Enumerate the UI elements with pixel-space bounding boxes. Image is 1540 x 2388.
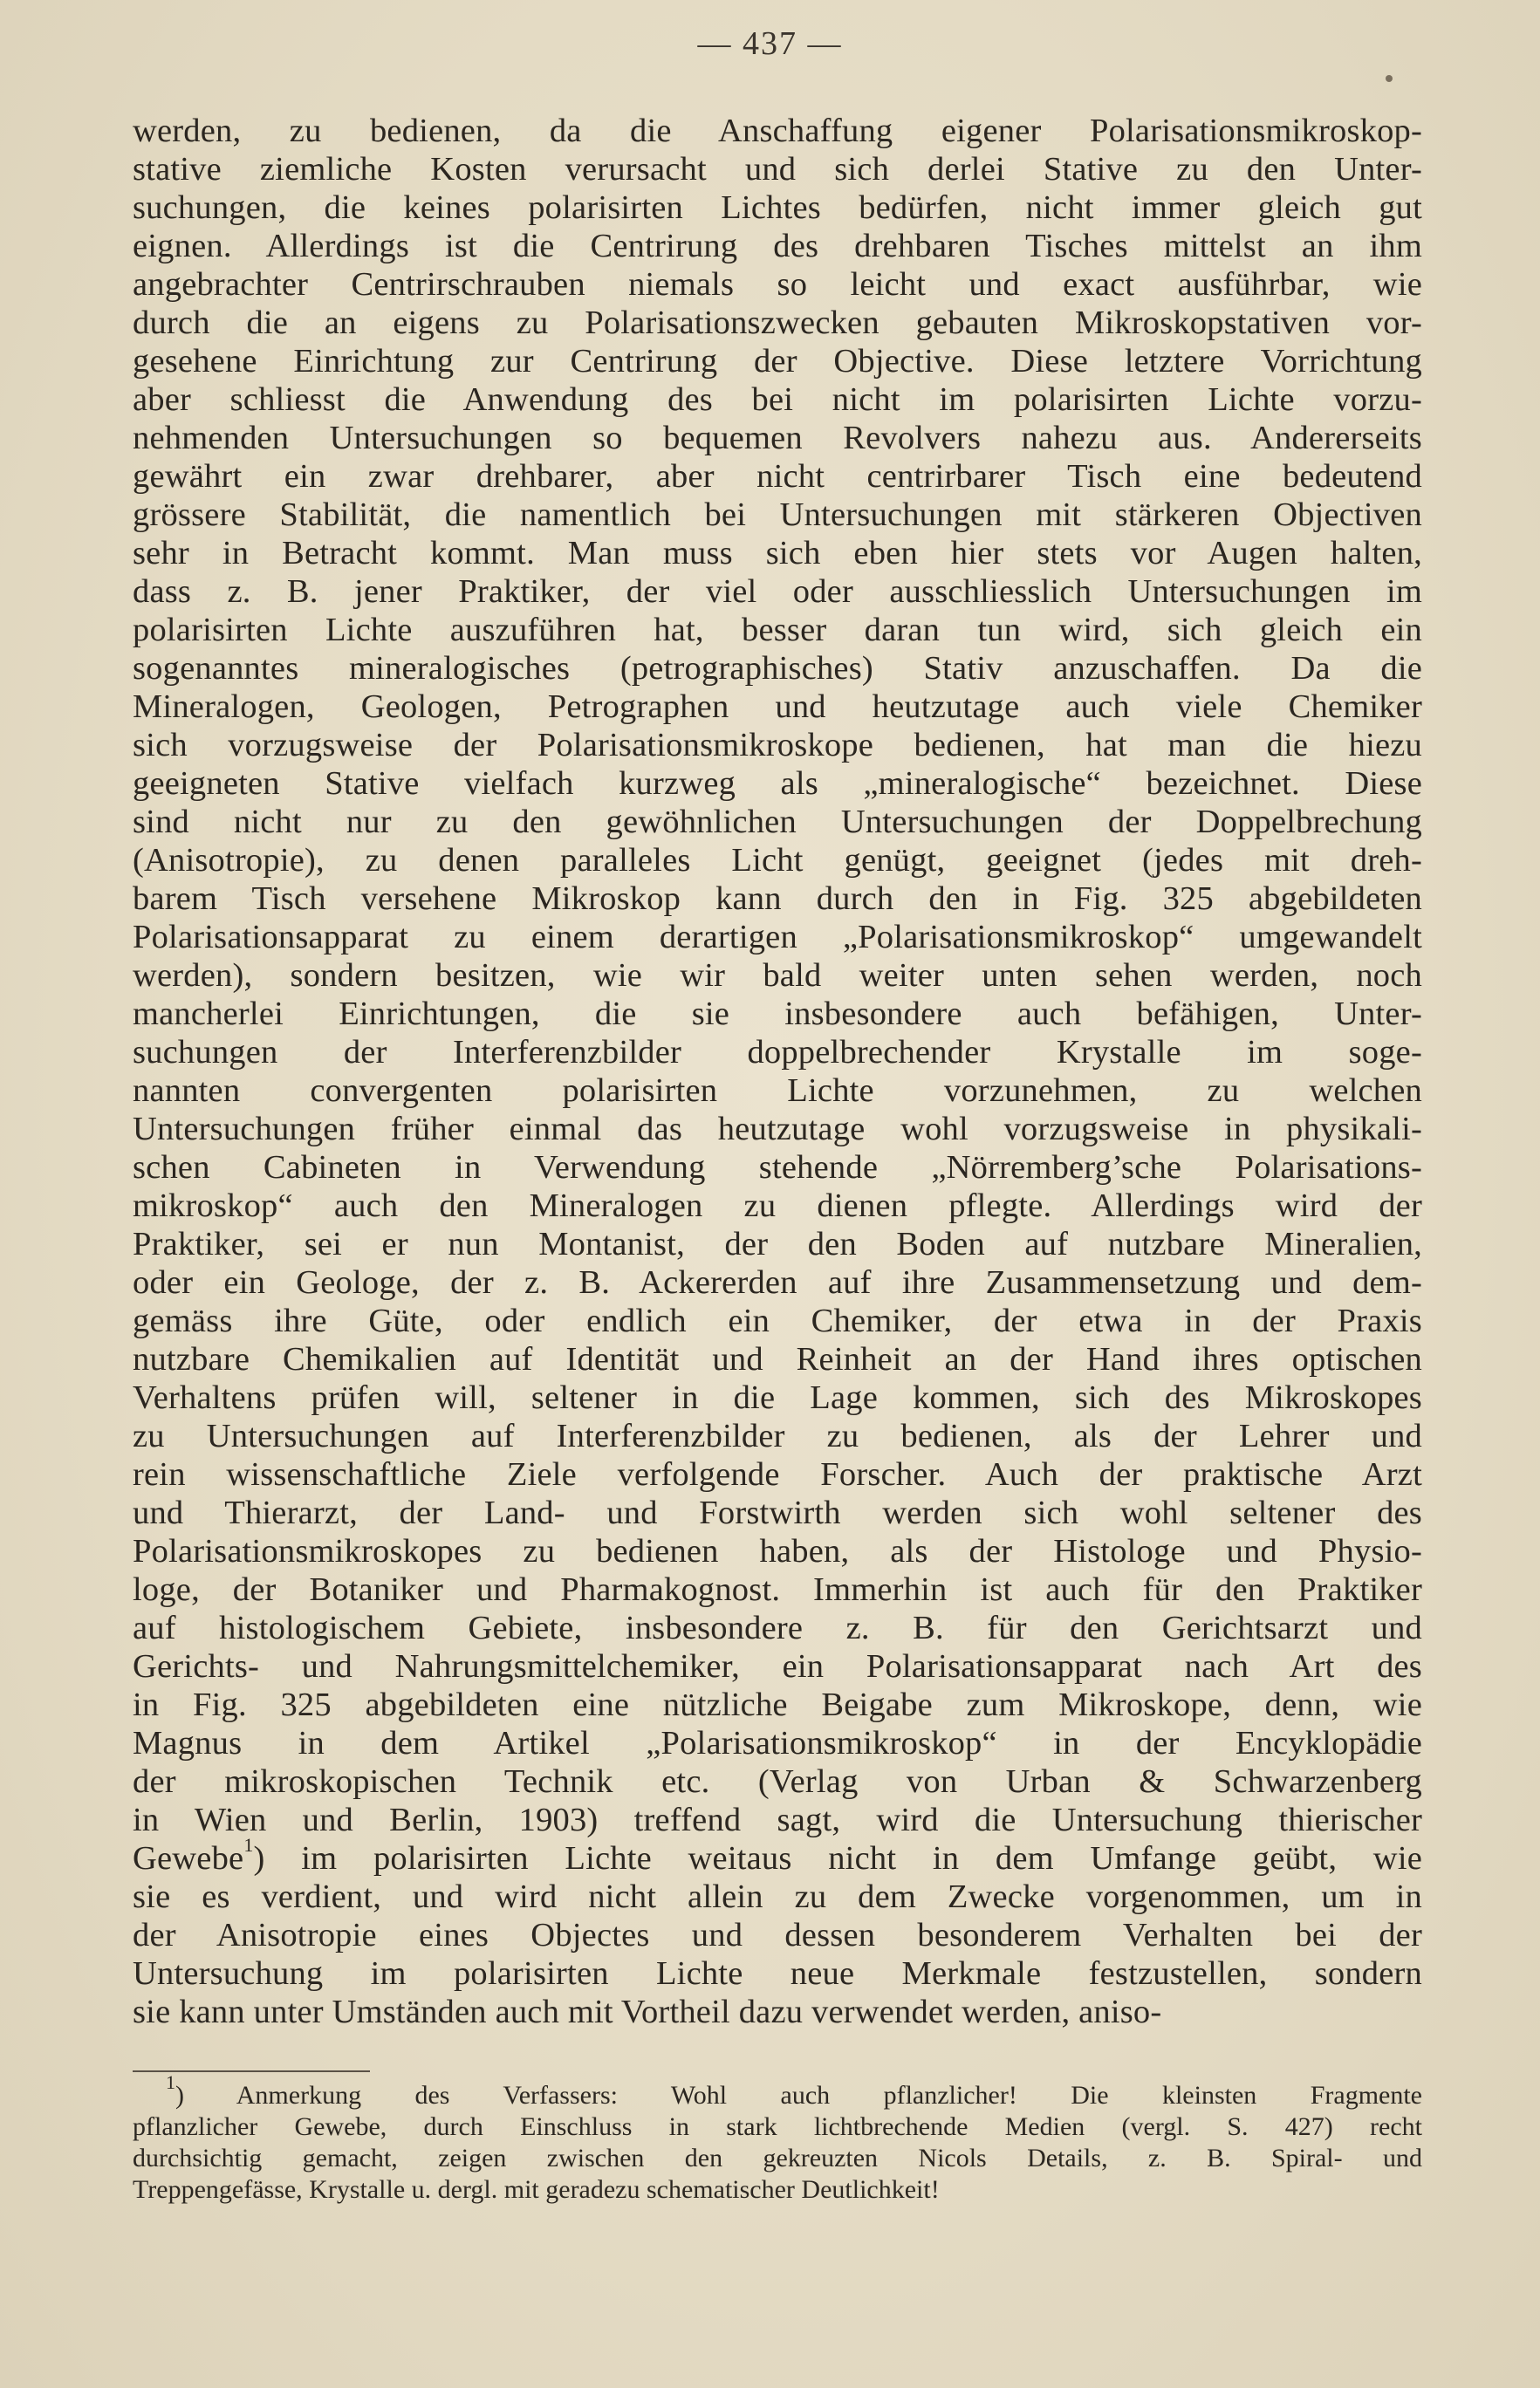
text-line: in Fig. 325 abgebildeten eine nützliche Beigabe zum Mikroskope, denn, wie (133, 1687, 1422, 1723)
text-line: Polarisationsapparat zu einem derartigen „Polarisationsmikroskop“ umgewandelt (133, 919, 1422, 955)
text-line: Magnus in dem Artikel „Polarisationsmikroskop“ in der Encyklopädie (133, 1725, 1422, 1762)
text-line: in Wien und Berlin, 1903) treffend sagt, wird die Untersuchung thierischer (133, 1802, 1422, 1838)
text-line: und Thierarzt, der Land- und Forstwirth werden sich wohl seltener des (133, 1495, 1422, 1531)
text-line: zu Untersuchungen auf Interferenzbilder zu bedienen, als der Lehrer und (133, 1418, 1422, 1454)
text-line: Praktiker, sei er nun Montanist, der den Boden auf nutzbare Mineralien, (133, 1226, 1422, 1262)
footnote-line: durchsichtig gemacht, zeigen zwischen den gekreuzten Nicols Details, z. B. Spiral- und (133, 2144, 1422, 2172)
text-line: eignen. Allerdings ist die Centrirung des drehbaren Tisches mittelst an ihm (133, 228, 1422, 264)
text-fragment: ) im polarisirten Lichte weitaus nicht in dem Umfange geübt, wie (253, 1840, 1422, 1877)
text-line: angebrachter Centrirschrauben niemals so leicht und exact ausführbar, wie (133, 266, 1422, 303)
text-line: werden), sondern besitzen, wie wir bald weiter unten sehen werden, noch (133, 957, 1422, 994)
text-line: sie kann unter Umständen auch mit Vortheil dazu verwendet werden, aniso- (133, 1994, 1162, 2030)
text-line: werden, zu bedienen, da die Anschaffung eigener Polarisationsmikroskop- (133, 113, 1422, 149)
text-line: durch die an eigens zu Polarisationszwecken gebauten Mikroskopstativen vor- (133, 304, 1422, 341)
text-line: grössere Stabilität, die namentlich bei Untersuchungen mit stärkeren Objectiven (133, 496, 1422, 533)
text-line: gewährt ein zwar drehbarer, aber nicht centrirbarer Tisch eine bedeutend (133, 458, 1422, 495)
text-line: polarisirten Lichte auszuführen hat, besser daran tun wird, sich gleich ein (133, 612, 1422, 648)
text-line: mikroskop“ auch den Mineralogen zu dienen pflegte. Allerdings wird der (133, 1187, 1422, 1224)
footnote (133, 2071, 1422, 2206)
text-line: der mikroskopischen Technik etc. (Verlag von Urban & Schwarzenberg (133, 1763, 1422, 1800)
text-line: rein wissenschaftliche Ziele verfolgende Forscher. Auch der praktische Arzt (133, 1456, 1422, 1493)
text-line: nannten convergenten polarisirten Lichte vorzunehmen, zu welchen (133, 1072, 1422, 1109)
text-line: nutzbare Chemikalien auf Identität und Reinheit an der Hand ihres optischen (133, 1341, 1422, 1378)
text-line-with-footnote-ref (133, 1834, 1422, 1878)
footnote-reference[interactable]: 1 (243, 1834, 254, 1857)
text-line: Polarisationsmikroskopes zu bedienen haben, als der Histologe und Physio- (133, 1533, 1422, 1570)
text-line: gesehene Einrichtung zur Centrirung der Objective. Diese letztere Vorrichtung (133, 343, 1422, 380)
text-line: stative ziemliche Kosten verursacht und sich derlei Stative zu den Unter- (133, 151, 1422, 188)
text-line: sie es verdient, und wird nicht allein zu dem Zwecke vorgenommen, um in (133, 1878, 1422, 1915)
footnote-line: pflanzlicher Gewebe, durch Einschluss in stark lichtbrechende Medien (vergl. S. 427) recht (133, 2112, 1422, 2141)
print-speck (1386, 75, 1393, 82)
text-line: aber schliesst die Anwendung des bei nicht im polarisirten Lichte vorzu- (133, 381, 1422, 418)
text-line: auf histologischem Gebiete, insbesondere z. B. für den Gerichtsarzt und (133, 1610, 1422, 1646)
footnote-line (133, 2071, 1422, 2111)
text-line: dass z. B. jener Praktiker, der viel oder ausschliesslich Untersuchungen im (133, 573, 1422, 610)
text-line: Gerichts- und Nahrungsmittelchemiker, ein Polarisationsapparat nach Art des (133, 1648, 1422, 1685)
body-text (133, 112, 1422, 2031)
footnote-text: ) Anmerkung des Verfassers: Wohl auch pflanzlicher! Die kleinsten Fragmente (175, 2081, 1422, 2110)
text-line: sogenanntes mineralogisches (petrographisches) Stativ anzuschaffen. Da die (133, 650, 1422, 687)
text-line: gemäss ihre Güte, oder endlich ein Chemiker, der etwa in der Praxis (133, 1303, 1422, 1339)
text-line: suchungen, die keines polarisirten Lichtes bedürfen, nicht immer gleich gut (133, 189, 1422, 226)
text-line: Verhaltens prüfen will, seltener in die Lage kommen, sich des Mikroskopes (133, 1379, 1422, 1416)
text-line: (Anisotropie), zu denen paralleles Licht genügt, geeignet (jedes mit dreh- (133, 842, 1422, 879)
footnote-line: Treppengefässe, Krystalle u. dergl. mit geradezu schematischer Deutlichkeit! (133, 2175, 940, 2204)
text-line: Mineralogen, Geologen, Petrographen und heutzutage auch viele Chemiker (133, 688, 1422, 725)
text-line: barem Tisch versehene Mikroskop kann durch den in Fig. 325 abgebildeten (133, 880, 1422, 917)
text-line: mancherlei Einrichtungen, die sie insbesondere auch befähigen, Unter- (133, 996, 1422, 1032)
text-fragment: Gewebe (133, 1840, 244, 1877)
text-line: oder ein Geologe, der z. B. Ackererden auf ihre Zusammensetzung und dem- (133, 1264, 1422, 1301)
page-number: — 437 — (697, 25, 843, 62)
text-line: Untersuchungen früher einmal das heutzutage wohl vorzugsweise in physikali- (133, 1111, 1422, 1147)
text-line: geeigneten Stative vielfach kurzweg als „mineralogische“ bezeichnet. Diese (133, 765, 1422, 802)
text-line: loge, der Botaniker und Pharmakognost. Immerhin ist auch für den Praktiker (133, 1571, 1422, 1608)
text-line: sich vorzugsweise der Polarisationsmikroskope bedienen, hat man die hiezu (133, 727, 1422, 763)
text-line: der Anisotropie eines Objectes und dessen besonderem Verhalten bei der (133, 1917, 1422, 1954)
footnote-marker: 1 (166, 2071, 175, 2093)
text-line: schen Cabineten in Verwendung stehende „Nörremberg’sche Polarisations- (133, 1149, 1422, 1186)
text-line: suchungen der Interferenzbilder doppelbrechender Krystalle im soge- (133, 1034, 1422, 1071)
text-line: sehr in Betracht kommt. Man muss sich eben hier stets vor Augen halten, (133, 535, 1422, 571)
text-line: sind nicht nur zu den gewöhnlichen Untersuchungen der Doppelbrechung (133, 804, 1422, 840)
text-line: nehmenden Untersuchungen so bequemen Revolvers nahezu aus. Andererseits (133, 420, 1422, 456)
text-line: Untersuchung im polarisirten Lichte neue Merkmale festzustellen, sondern (133, 1955, 1422, 1992)
